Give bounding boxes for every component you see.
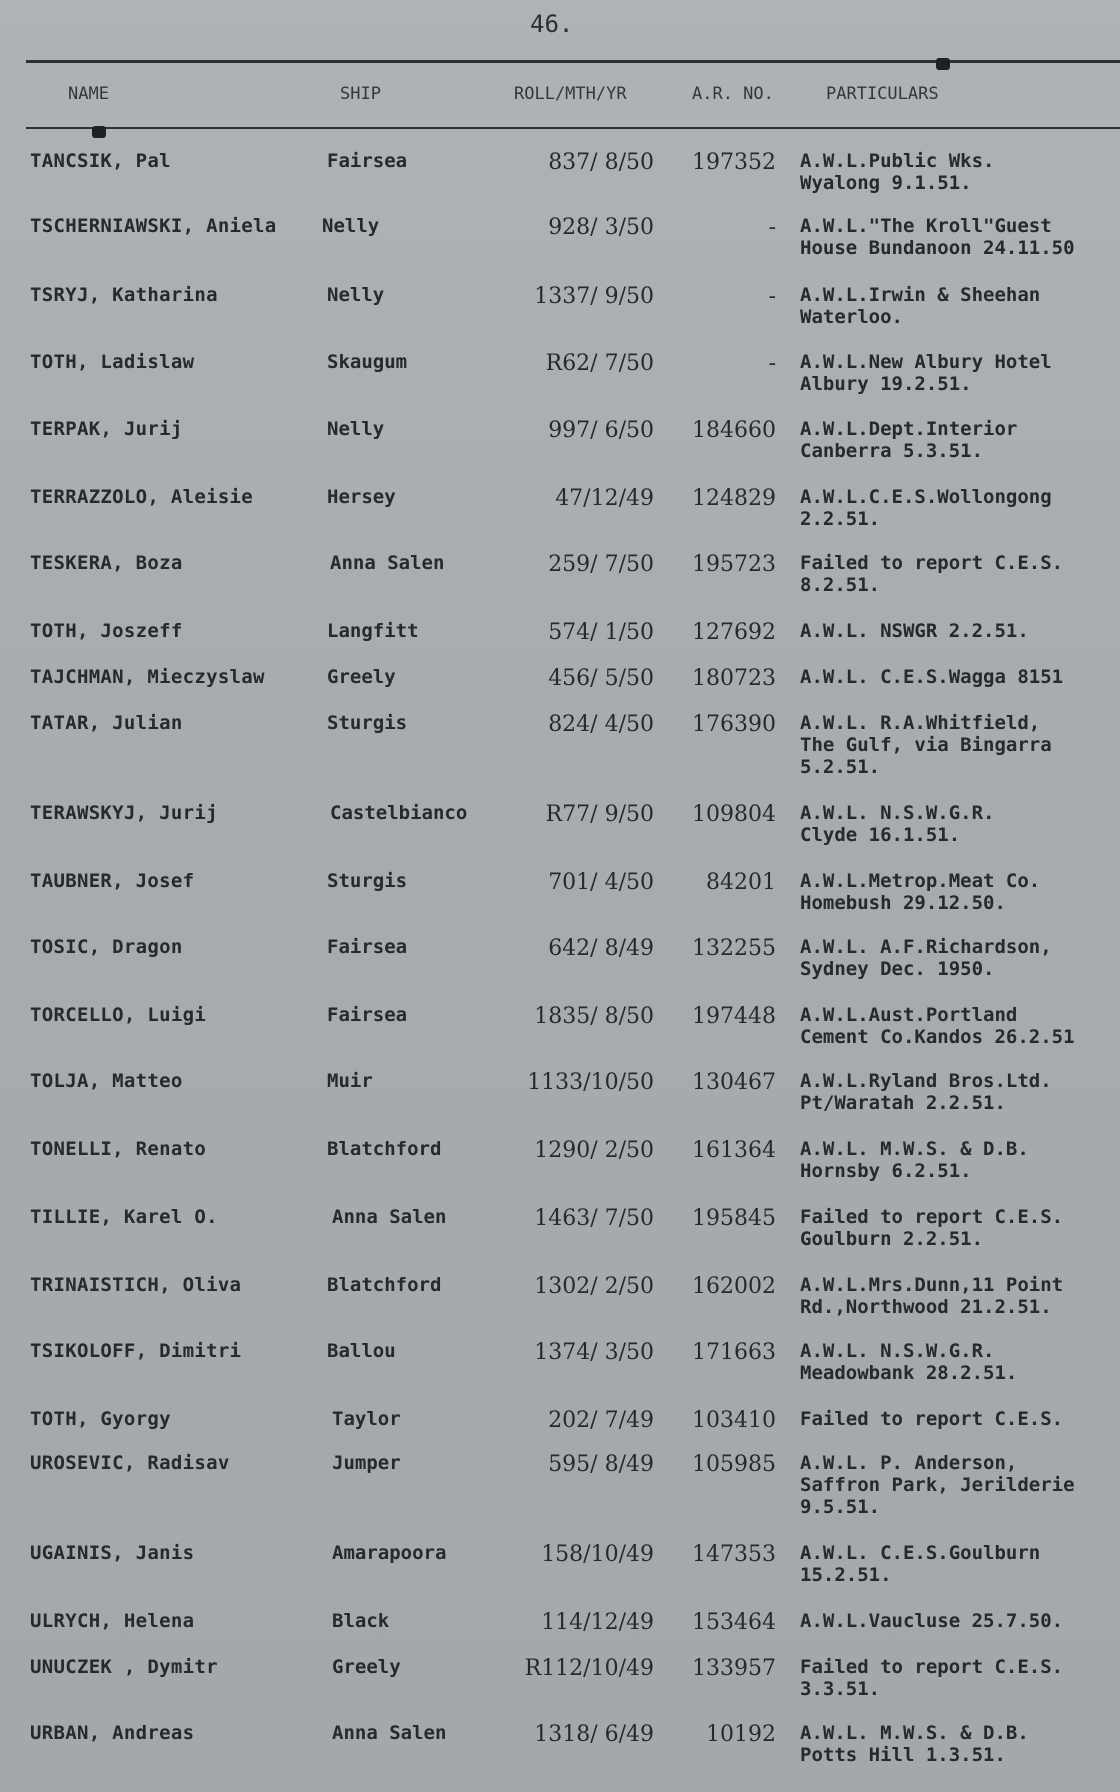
row-particulars: A.W.L. C.E.S.Goulburn 15.2.51. <box>800 1542 1041 1586</box>
row-ship: Anna Salen <box>330 552 445 574</box>
row-name: UGAINIS, Janis <box>30 1542 195 1564</box>
row-ship: Greely <box>332 1656 401 1678</box>
row-ship: Fairsea <box>327 936 408 958</box>
row-roll: 1133/10/50 <box>527 1070 654 1095</box>
row-particulars: A.W.L. A.F.Richardson, Sydney Dec. 1950. <box>800 936 1052 980</box>
row-name: TOTH, Gyorgy <box>30 1408 171 1430</box>
row-ar-no: - <box>768 215 776 240</box>
row-ar-no: 184660 <box>692 418 776 443</box>
row-ar-no: 103410 <box>692 1408 776 1433</box>
row-roll: 1374/ 3/50 <box>534 1340 654 1365</box>
row-ar-no: 147353 <box>692 1542 776 1567</box>
row-ship: Castelbianco <box>330 802 468 824</box>
row-name: TAUBNER, Josef <box>30 870 195 892</box>
row-ship: Anna Salen <box>332 1206 447 1228</box>
row-particulars: Failed to report C.E.S. <box>800 1408 1064 1430</box>
row-ship: Fairsea <box>327 150 408 172</box>
row-ar-no: 84201 <box>706 870 776 895</box>
row-roll: 574/ 1/50 <box>548 620 654 645</box>
page-number: 46. <box>530 10 574 38</box>
row-roll: 642/ 8/49 <box>548 936 654 961</box>
row-ship: Langfitt <box>327 620 419 642</box>
row-ar-no: 162002 <box>692 1274 776 1299</box>
row-roll: 1318/ 6/49 <box>534 1722 654 1747</box>
row-ar-no: 109804 <box>692 802 776 827</box>
row-ship: Ballou <box>327 1340 396 1362</box>
row-name: TSIKOLOFF, Dimitri <box>30 1340 242 1362</box>
row-name: TORCELLO, Luigi <box>30 1004 207 1026</box>
row-particulars: Failed to report C.E.S. 8.2.51. <box>800 552 1064 596</box>
row-ship: Greely <box>327 666 396 688</box>
row-name: TERRAZZOLO, Aleisie <box>30 486 254 508</box>
row-ship: Fairsea <box>327 1004 408 1026</box>
row-roll: 1290/ 2/50 <box>534 1138 654 1163</box>
row-ar-no: 124829 <box>692 486 776 511</box>
row-name: TOSIC, Dragon <box>30 936 183 958</box>
row-ar-no: 195723 <box>692 552 776 577</box>
row-ar-no: 180723 <box>692 666 776 691</box>
row-ar-no: - <box>768 284 776 309</box>
row-roll: 114/12/49 <box>541 1610 654 1635</box>
row-particulars: Failed to report C.E.S. Goulburn 2.2.51. <box>800 1206 1064 1250</box>
row-ship: Hersey <box>327 486 396 508</box>
row-particulars: A.W.L.New Albury Hotel Albury 19.2.51. <box>800 351 1052 395</box>
row-ship: Blatchford <box>327 1274 442 1296</box>
header-ar-no: A.R. NO. <box>692 84 774 104</box>
header-ship: SHIP <box>340 84 381 104</box>
row-name: TANCSIK, Pal <box>30 150 171 172</box>
row-roll: 202/ 7/49 <box>548 1408 654 1433</box>
row-roll: 47/12/49 <box>555 486 654 511</box>
row-particulars: A.W.L.Metrop.Meat Co. Homebush 29.12.50. <box>800 870 1041 914</box>
row-roll: 1463/ 7/50 <box>534 1206 654 1231</box>
row-name: TESKERA, Boza <box>30 552 183 574</box>
row-particulars: A.W.L. NSWGR 2.2.51. <box>800 620 1029 642</box>
row-ship: Black <box>332 1610 390 1632</box>
row-particulars: A.W.L.Dept.Interior Canberra 5.3.51. <box>800 418 1018 462</box>
row-roll: 701/ 4/50 <box>548 870 654 895</box>
row-name: ULRYCH, Helena <box>30 1610 195 1632</box>
row-ar-no: 132255 <box>692 936 776 961</box>
row-particulars: A.W.L. R.A.Whitfield, The Gulf, via Bingarra 5.2.51. <box>800 712 1052 778</box>
row-name: TSCHERNIAWSKI, Aniela <box>30 215 277 237</box>
row-particulars: A.W.L.Public Wks. Wyalong 9.1.51. <box>800 150 995 194</box>
row-ship: Blatchford <box>327 1138 442 1160</box>
row-particulars: A.W.L. M.W.S. & D.B. Potts Hill 1.3.51. <box>800 1722 1029 1766</box>
row-particulars: A.W.L."The Kroll"Guest House Bundanoon 24.11.50 <box>800 215 1075 259</box>
row-ar-no: 197448 <box>692 1004 776 1029</box>
row-roll: 824/ 4/50 <box>548 712 654 737</box>
row-particulars: A.W.L.Irwin & Sheehan Waterloo. <box>800 284 1041 328</box>
row-particulars: A.W.L.Aust.Portland Cement Co.Kandos 26.2.51 <box>800 1004 1075 1048</box>
row-roll: 837/ 8/50 <box>548 150 654 175</box>
row-ship: Muir <box>327 1070 373 1092</box>
row-name: TERAWSKYJ, Jurij <box>30 802 218 824</box>
row-name: TSRYJ, Katharina <box>30 284 218 306</box>
row-particulars: A.W.L.C.E.S.Wollongong 2.2.51. <box>800 486 1052 530</box>
row-roll: 259/ 7/50 <box>548 552 654 577</box>
row-roll: R62/ 7/50 <box>545 351 654 376</box>
row-name: TAJCHMAN, Mieczyslaw <box>30 666 265 688</box>
row-name: TILLIE, Karel O. <box>30 1206 218 1228</box>
header-roll: ROLL/MTH/YR <box>514 84 627 104</box>
row-ship: Nelly <box>322 215 380 237</box>
row-roll: 997/ 6/50 <box>548 418 654 443</box>
row-particulars: A.W.L.Ryland Bros.Ltd. Pt/Waratah 2.2.51. <box>800 1070 1052 1114</box>
row-particulars: A.W.L. P. Anderson, Saffron Park, Jerilderie 9.5.51. <box>800 1452 1075 1518</box>
row-name: TOLJA, Matteo <box>30 1070 183 1092</box>
row-roll: R112/10/49 <box>524 1656 654 1681</box>
row-ar-no: 10192 <box>706 1722 776 1747</box>
row-ship: Nelly <box>327 418 385 440</box>
row-name: UNUCZEK , Dymitr <box>30 1656 218 1678</box>
row-particulars: A.W.L. M.W.S. & D.B. Hornsby 6.2.51. <box>800 1138 1029 1182</box>
header-particulars: PARTICULARS <box>826 84 939 104</box>
row-roll: R77/ 9/50 <box>545 802 654 827</box>
row-ar-no: - <box>768 351 776 376</box>
row-particulars: A.W.L.Mrs.Dunn,11 Point Rd.,Northwood 21.2.51. <box>800 1274 1064 1318</box>
row-particulars: A.W.L. N.S.W.G.R. Clyde 16.1.51. <box>800 802 995 846</box>
row-ar-no: 133957 <box>692 1656 776 1681</box>
row-ship: Amarapoora <box>332 1542 447 1564</box>
row-ship: Skaugum <box>327 351 408 373</box>
row-ship: Taylor <box>332 1408 401 1430</box>
row-name: UROSEVIC, Radisav <box>30 1452 230 1474</box>
row-particulars: A.W.L.Vaucluse 25.7.50. <box>800 1610 1064 1632</box>
row-ship: Nelly <box>327 284 385 306</box>
row-name: TOTH, Ladislaw <box>30 351 195 373</box>
row-roll: 456/ 5/50 <box>548 666 654 691</box>
row-name: TRINAISTICH, Oliva <box>30 1274 242 1296</box>
row-ar-no: 195845 <box>692 1206 776 1231</box>
header-name: NAME <box>68 84 109 104</box>
row-name: TONELLI, Renato <box>30 1138 207 1160</box>
row-ship: Sturgis <box>327 712 408 734</box>
row-roll: 1337/ 9/50 <box>534 284 654 309</box>
row-ship: Jumper <box>332 1452 401 1474</box>
row-ship: Anna Salen <box>332 1722 447 1744</box>
row-ar-no: 153464 <box>692 1610 776 1635</box>
row-particulars: A.W.L. N.S.W.G.R. Meadowbank 28.2.51. <box>800 1340 1018 1384</box>
row-name: TERPAK, Jurij <box>30 418 183 440</box>
row-roll: 928/ 3/50 <box>548 215 654 240</box>
row-name: TATAR, Julian <box>30 712 183 734</box>
row-ar-no: 130467 <box>692 1070 776 1095</box>
row-ar-no: 176390 <box>692 712 776 737</box>
row-particulars: A.W.L. C.E.S.Wagga 8151 <box>800 666 1064 688</box>
row-ar-no: 161364 <box>692 1138 776 1163</box>
row-roll: 1835/ 8/50 <box>534 1004 654 1029</box>
row-roll: 1302/ 2/50 <box>534 1274 654 1299</box>
row-roll: 158/10/49 <box>541 1542 654 1567</box>
row-name: URBAN, Andreas <box>30 1722 195 1744</box>
row-ar-no: 197352 <box>692 150 776 175</box>
row-ar-no: 127692 <box>692 620 776 645</box>
row-particulars: Failed to report C.E.S. 3.3.51. <box>800 1656 1064 1700</box>
row-name: TOTH, Joszeff <box>30 620 183 642</box>
row-roll: 595/ 8/49 <box>548 1452 654 1477</box>
row-ar-no: 105985 <box>692 1452 776 1477</box>
row-ship: Sturgis <box>327 870 408 892</box>
row-ar-no: 171663 <box>692 1340 776 1365</box>
